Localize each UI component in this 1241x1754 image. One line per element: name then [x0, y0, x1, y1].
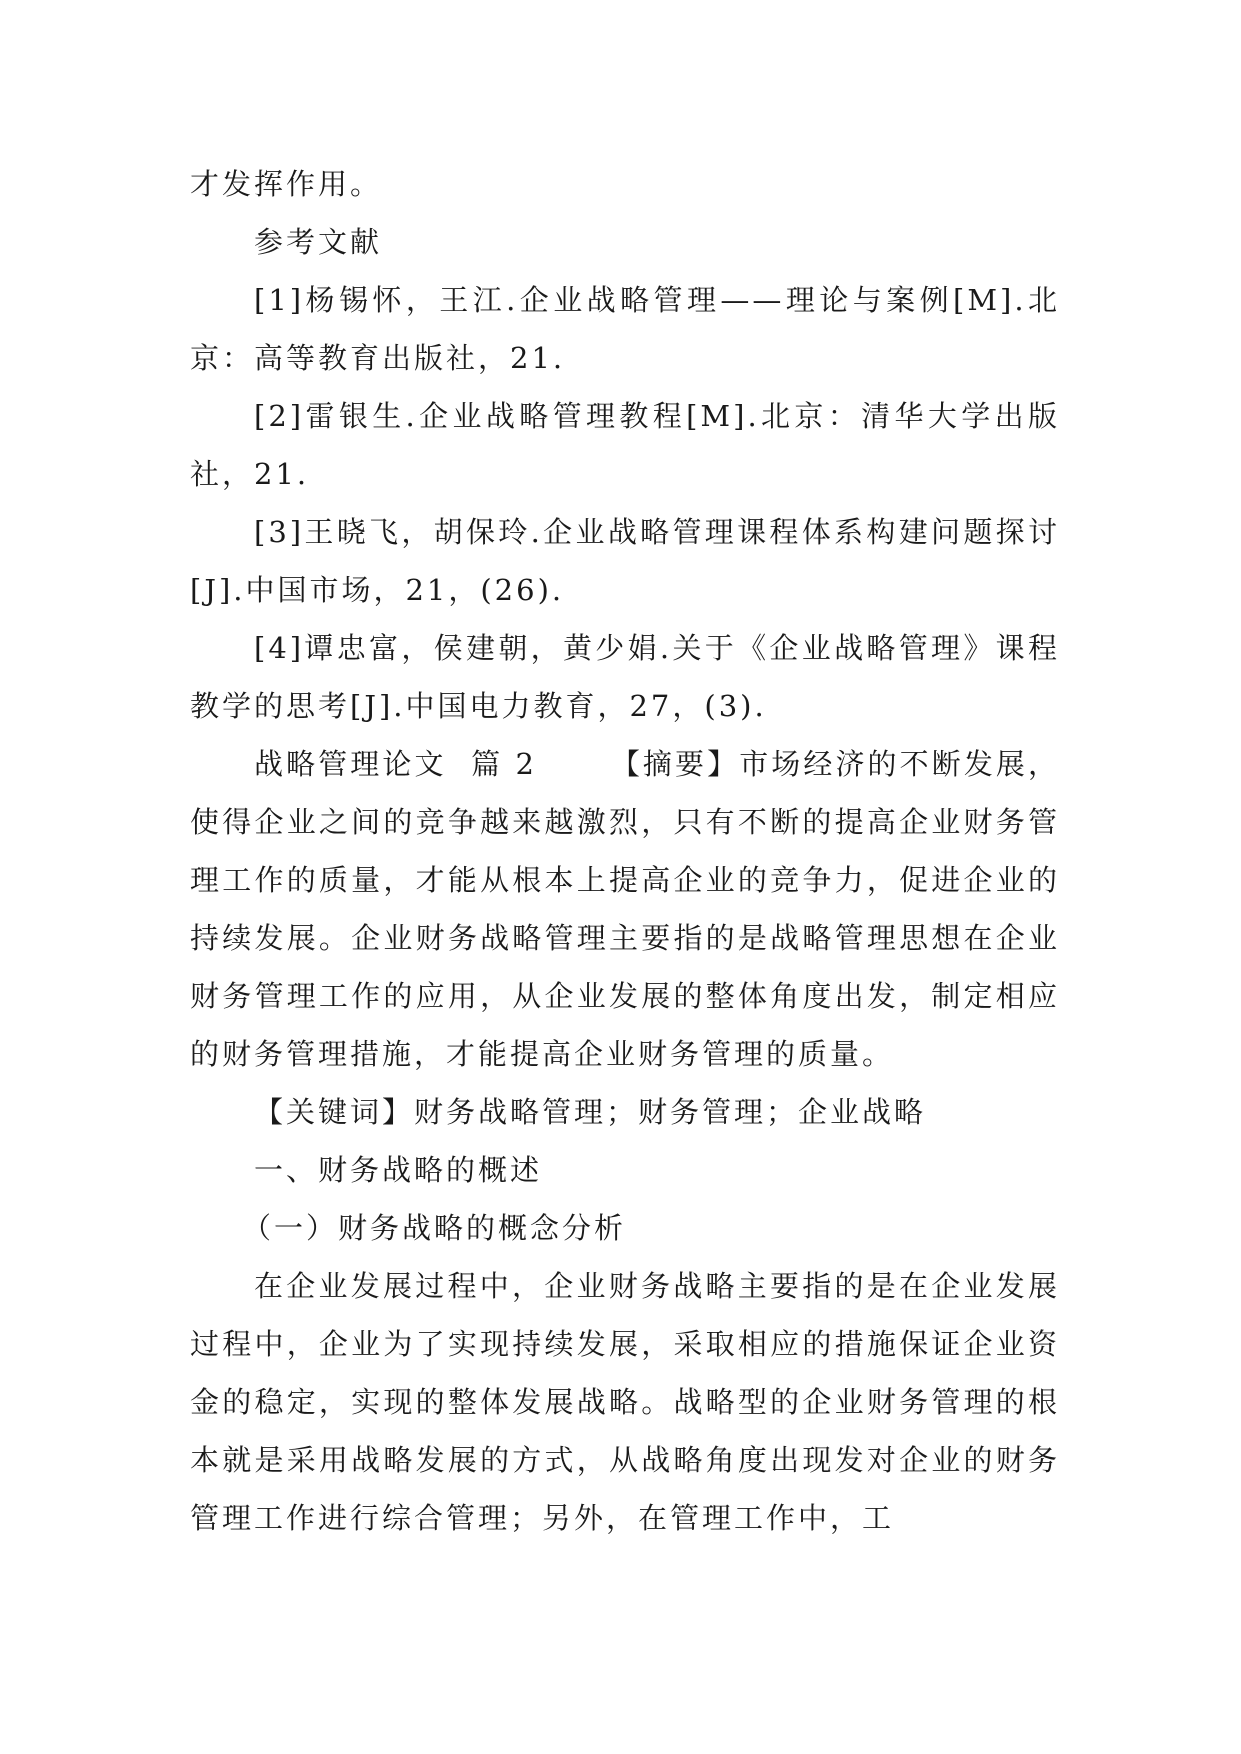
body-paragraph: 在企业发展过程中，企业财务战略主要指的是在企业发展过程中，企业为了实现持续发展，采取相应的措施保证企业资金的稳定，实现的整体发展战略。战略型的企业财务管理的根本就是采用战略发展的方式，从战略角度出现发对企业的财务管理工作进行综合管理；另外，在管理工作中，工 — [190, 1269, 1060, 1535]
section-heading: 一、财务战略的概述 — [254, 1153, 543, 1187]
reference-item-1: [1]杨锡怀，王江.企业战略管理——理论与案例[M].北京：高等教育出版社，21. — [190, 283, 1060, 375]
document-body — [190, 155, 1060, 1547]
reference-item-2: [2]雷银生.企业战略管理教程[M].北京：清华大学出版社，21. — [190, 399, 1060, 491]
reference-item-3: [3]王晓飞，胡保玲.企业战略管理课程体系构建问题探讨[J].中国市场，21，(26). — [190, 515, 1060, 607]
keywords-paragraph: 【关键词】财务战略管理；财务管理；企业战略 — [254, 1095, 927, 1129]
subsection-heading: （一）财务战略的概念分析 — [242, 1211, 627, 1245]
abstract-paragraph: 战略管理论文 篇 2 【摘要】市场经济的不断发展，使得企业之间的竞争越来越激烈，只有不断的提高企业财务管理工作的质量，才能从根本上提高企业的竞争力，促进企业的持续发展。企业财务战略管理主要指的是战略管理思想在企业财务管理工作的应用，从企业发展的整体角度出发，制定相应的财务管理措施，才能提高企业财务管理的质量。 — [190, 747, 1060, 1071]
reference-item-4: [4]谭忠富，侯建朝，黄少娟.关于《企业战略管理》课程教学的思考[J].中国电力教育，27，(3). — [190, 631, 1060, 723]
references-heading: 参考文献 — [254, 225, 383, 259]
paragraph-ending: 才发挥作用。 — [190, 167, 383, 201]
